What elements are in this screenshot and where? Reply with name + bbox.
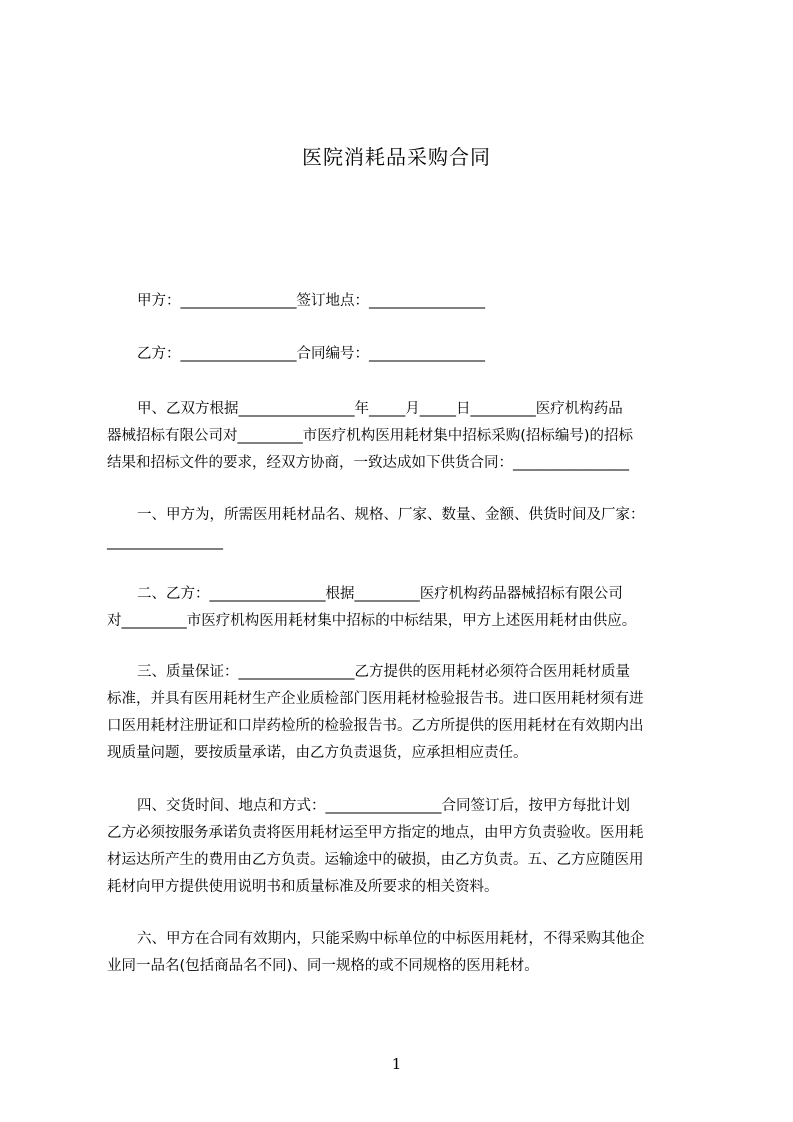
clause-4-line-4: 耗材向甲方提供使用说明书和质量标准及所要求的相关资料。 [107, 879, 499, 895]
intro-line-2: 器械招标有限公司对_________市医疗机构医用耗材集中招标采购(招标编号)的招标 [107, 428, 634, 444]
clause-3-line-1: 三、质量保证：________________乙方提供的医用耗材必须符合医用耗材质量 [137, 664, 630, 680]
clause-2-line-2: 对_________市医疗机构医用耗材集中招标的中标结果，甲方上述医用耗材由供应。 [107, 613, 637, 629]
party-a-line: 甲方：________________签订地点：________________ [137, 293, 485, 309]
clause-2-line-1: 二、乙方：________________根据_________医疗机构药品器械招标有限公司 [137, 586, 623, 602]
clause-4-line-2: 乙方必须按服务承诺负责将医用耗材运至甲方指定的地点，由甲方负责验收。医用耗 [107, 825, 644, 841]
intro-line-3: 结果和招标文件的要求，经双方协商，一致达成如下供货合同：________________ [107, 455, 629, 471]
page-number: 1 [391, 1055, 402, 1073]
document-title: 医院消耗品采购合同 [302, 145, 491, 169]
clause-6-line-2: 业同一品名(包括商品名不同)、同一规格的或不同规格的医用耗材。 [107, 958, 539, 974]
party-b-line: 乙方：________________合同编号：________________ [137, 346, 485, 362]
intro-line-1: 甲、乙双方根据________________年_____月_____日_________医疗机构药品 [137, 401, 623, 417]
clause-6-line-1: 六、甲方在合同有效期内，只能采购中标单位的中标医用耗材，不得采购其他企 [137, 931, 645, 947]
clause-1-line-2: ________________ [107, 534, 223, 550]
clause-4-line-1: 四、交货时间、地点和方式：________________合同签订后，按甲方每批计划 [137, 798, 630, 814]
clause-3-line-3: 口医用耗材注册证和口岸药检所的检验报告书。乙方所提供的医用耗材在有效期内出 [107, 718, 644, 734]
clause-3-line-4: 现质量问题，要按质量承诺，由乙方负责退货，应承担相应责任。 [107, 745, 528, 761]
clause-1-line-1: 一、甲方为，所需医用耗材品名、规格、厂家、数量、金额、供货时间及厂家： [137, 507, 645, 523]
clause-4-line-3: 材运达所产生的费用由乙方负责。运输途中的破损，由乙方负责。五、乙方应随医用 [107, 852, 644, 868]
clause-3-line-2: 标准，并具有医用耗材生产企业质检部门医用耗材检验报告书。进口医用耗材须有进 [107, 691, 644, 707]
